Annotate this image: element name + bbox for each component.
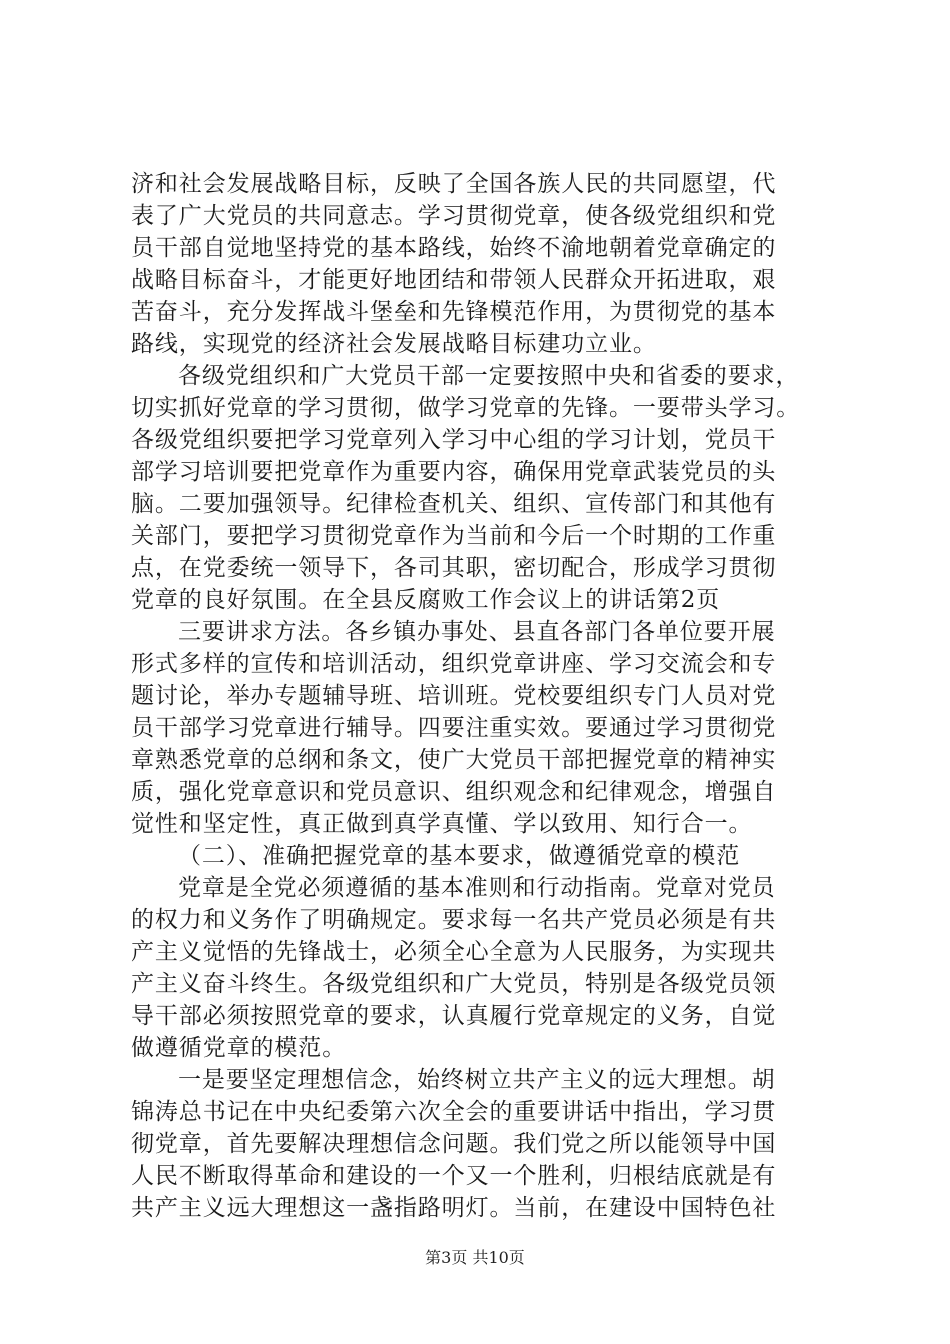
text-line: 做遵循党章的模范。 <box>131 1035 347 1061</box>
text-line: 各级党组织要把学习党章列入学习中心组的学习计划，党员干 <box>131 427 777 453</box>
paragraph-start-line: 三要讲求方法。各乡镇办事处、县直各部门各单位要开展 <box>178 619 776 645</box>
document-body <box>131 168 831 1224</box>
text-line: 关部门，要把学习贯彻党章作为当前和今后一个时期的工作重 <box>131 523 777 549</box>
paragraph-start-line: 一是要坚定理想信念，始终树立共产主义的远大理想。胡 <box>178 1067 776 1093</box>
section-heading: （二）、准确把握党章的基本要求，做遵循党章的模范 <box>178 843 741 869</box>
text-line: 点，在党委统一领导下，各司其职，密切配合，形成学习贯彻 <box>131 555 777 581</box>
paragraph-start-line: 党章是全党必须遵循的基本准则和行动指南。党章对党员 <box>178 875 776 901</box>
text-line: 济和社会发展战略目标，反映了全国各族人民的共同愿望，代 <box>131 171 777 197</box>
page-footer <box>0 1248 950 1268</box>
text-line: 形式多样的宣传和培训活动，组织党章讲座、学习交流会和专 <box>131 651 777 677</box>
text-line: 党章的良好氛围。在全县反腐败工作会议上的讲话第2页 <box>131 587 721 613</box>
text-line: 员干部学习党章进行辅导。四要注重实效。要通过学习贯彻党 <box>131 715 777 741</box>
text-line: 人民不断取得革命和建设的一个又一个胜利，归根结底就是有 <box>131 1163 777 1189</box>
text-line: 切实抓好党章的学习贯彻，做学习党章的先锋。一要带头学习。 <box>131 395 801 421</box>
text-line: 题讨论，举办专题辅导班、培训班。党校要组织专门人员对党 <box>131 683 777 709</box>
text-line: 员干部自觉地坚持党的基本路线，始终不渝地朝着党章确定的 <box>131 235 777 261</box>
text-line: 锦涛总书记在中央纪委第六次全会的重要讲话中指出，学习贯 <box>131 1099 777 1125</box>
text-line: 章熟悉党章的总纲和条文，使广大党员干部把握党章的精神实 <box>131 747 777 773</box>
text-line: 产主义奋斗终生。各级党组织和广大党员，特别是各级党员领 <box>131 971 777 997</box>
text-line: 战略目标奋斗，才能更好地团结和带领人民群众开拓进取，艰 <box>131 267 777 293</box>
text-line: 的权力和义务作了明确规定。要求每一名共产党员必须是有共 <box>131 907 777 933</box>
text-line: 质，强化党章意识和党员意识、组织观念和纪律观念，增强自 <box>131 779 777 805</box>
text-line: 彻党章，首先要解决理想信念问题。我们党之所以能领导中国 <box>131 1131 777 1157</box>
text-line: 觉性和坚定性，真正做到真学真懂、学以致用、知行合一。 <box>131 811 753 837</box>
text-line: 部学习培训要把党章作为重要内容，确保用党章武装党员的头 <box>131 459 777 485</box>
paragraph-start-line: 各级党组织和广大党员干部一定要按照中央和省委的要求， <box>178 363 800 389</box>
text-line: 路线，实现党的经济社会发展战略目标建功立业。 <box>131 331 657 357</box>
text-line: 表了广大党员的共同意志。学习贯彻党章，使各级党组织和党 <box>131 203 777 229</box>
text-line: 脑。二要加强领导。纪律检查机关、组织、宣传部门和其他有 <box>131 491 777 517</box>
text-line: 导干部必须按照党章的要求，认真履行党章规定的义务，自觉 <box>131 1003 777 1029</box>
page-number: 第3页 共10页 <box>425 1248 525 1267</box>
text-line: 共产主义远大理想这一盏指路明灯。当前，在建设中国特色社 <box>131 1195 777 1221</box>
text-line: 苦奋斗，充分发挥战斗堡垒和先锋模范作用，为贯彻党的基本 <box>131 299 777 325</box>
text-line: 产主义觉悟的先锋战士，必须全心全意为人民服务，为实现共 <box>131 939 777 965</box>
